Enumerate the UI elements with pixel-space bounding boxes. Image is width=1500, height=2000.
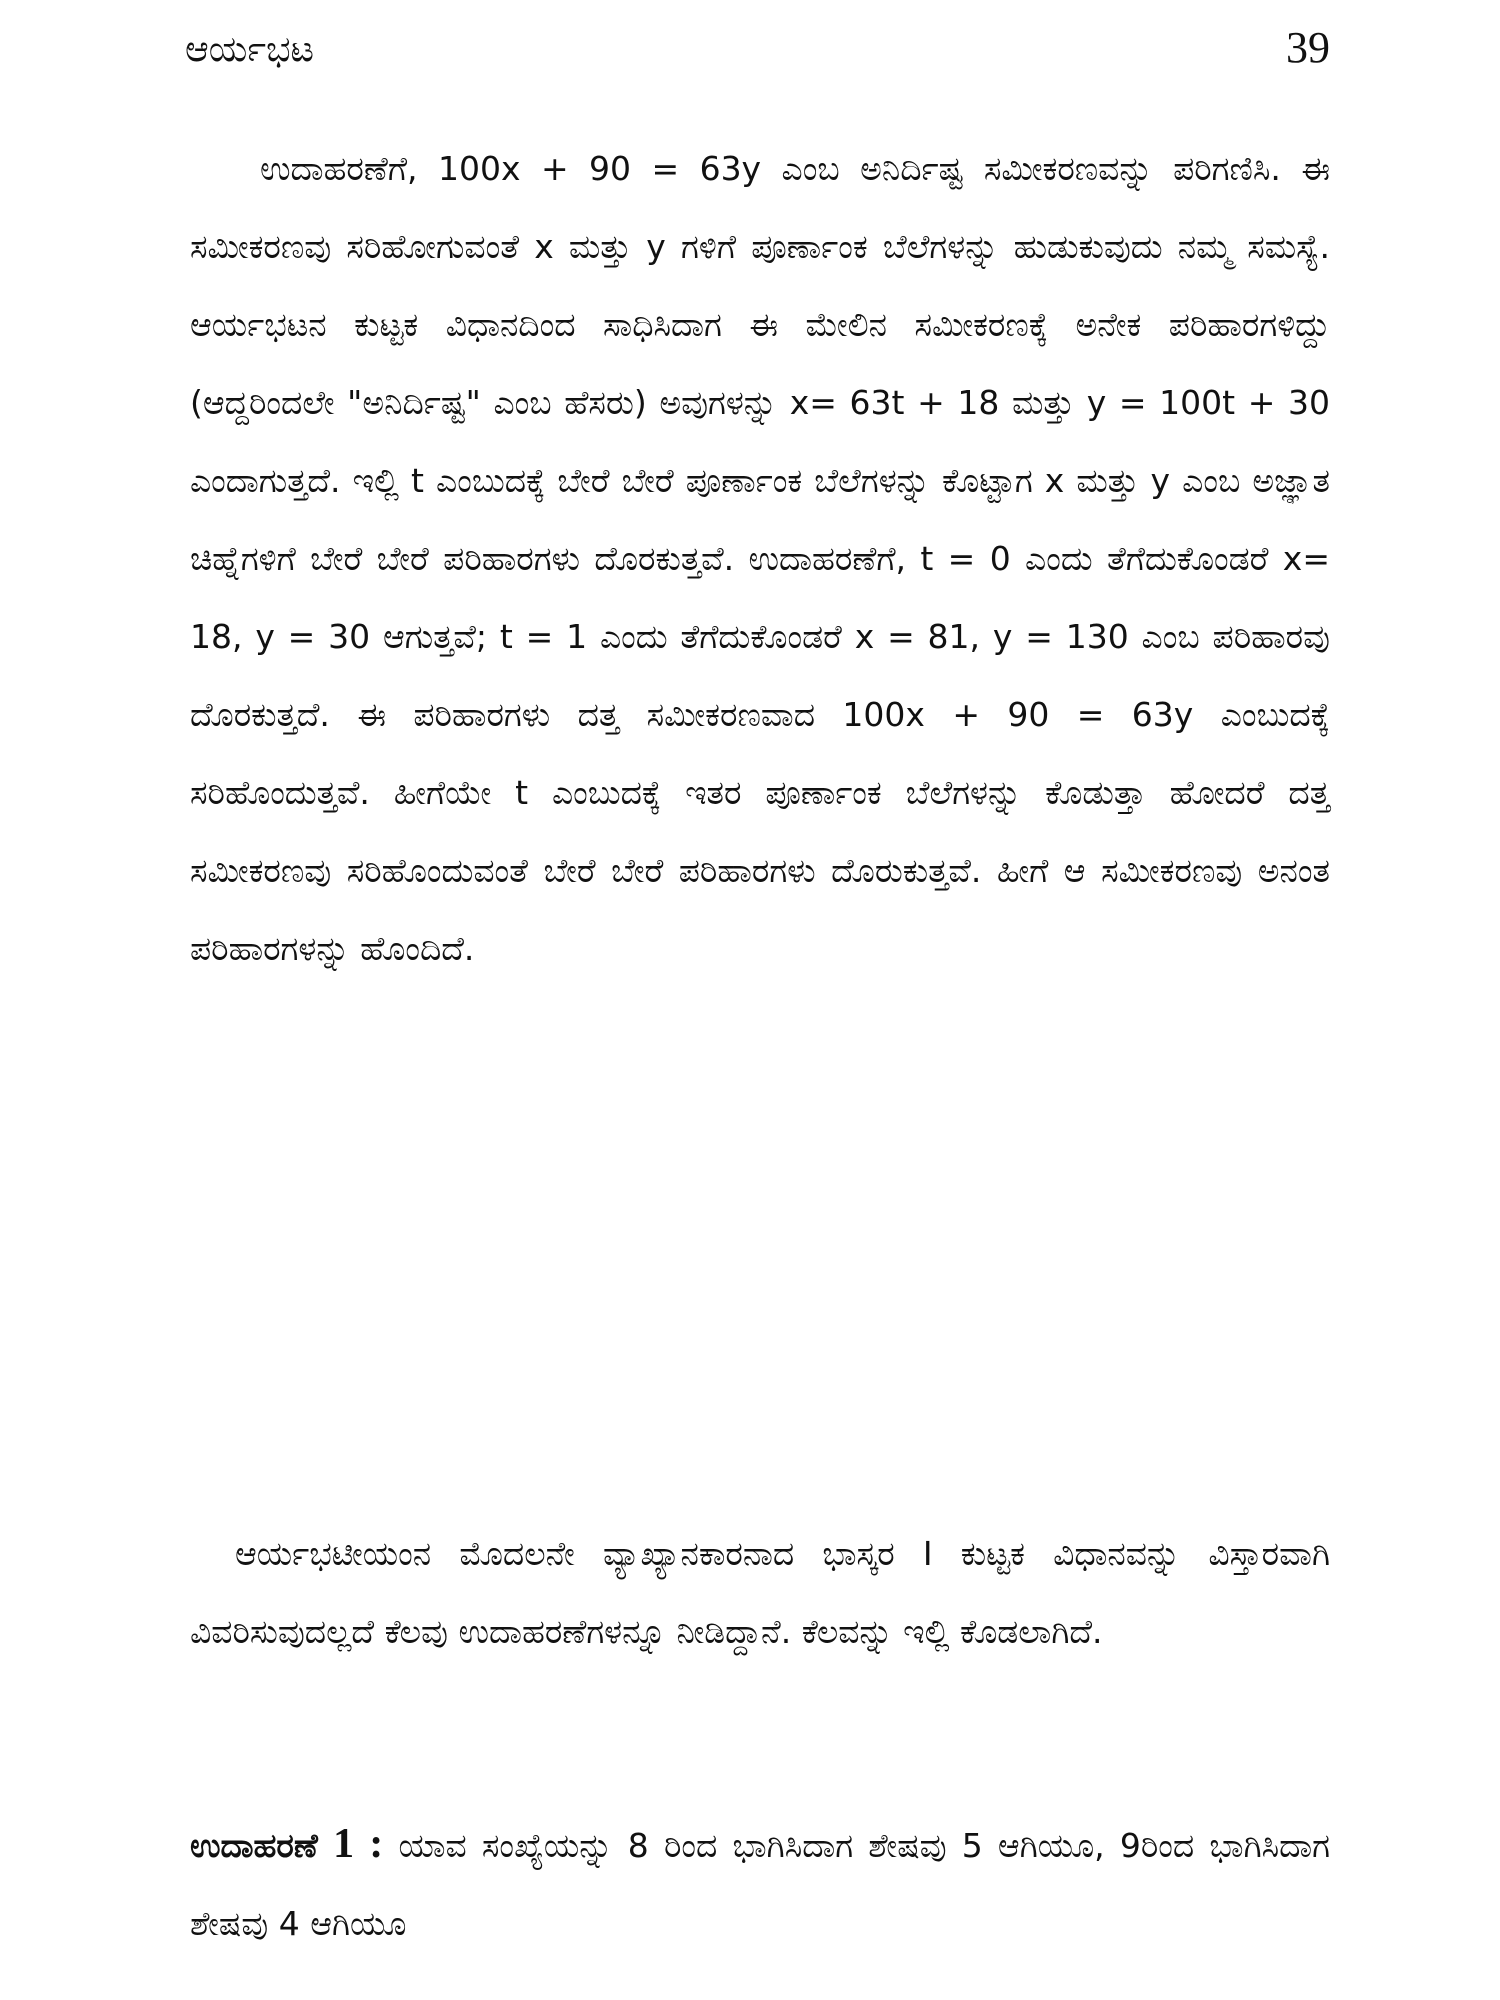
example-1	[190, 1805, 1330, 1963]
example-text: ಯಾವ ಸಂಖ್ಯೆಯನ್ನು 8 ರಿಂದ ಭಾಗಿಸಿದಾಗ ಶೇಷವು 5 ಆಗಿಯೂ, 9ರಿಂದ ಭಾಗಿಸಿದಾಗ ಶೇಷವು 4 ಆಗಿಯೂ	[190, 1826, 1330, 1943]
paragraph-indeterminate-equation: ಉದಾಹರಣೆಗೆ, 100x + 90 = 63y ಎಂಬ ಅನಿರ್ದಿಷ್ಟ ಸಮೀಕರಣವನ್ನು ಪರಿಗಣಿಸಿ. ಈ ಸಮೀಕರಣವು ಸರಿಹೋಗುವಂತೆ x ಮತ್ತು y ಗಳಿಗೆ ಪೂರ್ಣಾಂಕ ಬೆಲೆಗಳನ್ನು ಹುಡುಕುವುದು ನಮ್ಮ ಸಮಸ್ಯೆ. ಆರ್ಯಭಟನ ಕುಟ್ಟಕ ವಿಧಾನದಿಂದ ಸಾಧಿಸಿದಾಗ ಈ ಮೇಲಿನ ಸಮೀಕರಣಕ್ಕೆ ಅನೇಕ ಪರಿಹಾರಗಳಿದ್ದು (ಆದ್ದರಿಂದಲೇ "ಅನಿರ್ದಿಷ್ಟ" ಎಂಬ ಹೆಸರು) ಅವುಗಳನ್ನು x= 63t + 18 ಮತ್ತು y = 100t + 30 ಎಂದಾಗುತ್ತದೆ. ಇಲ್ಲಿ t ಎಂಬುದಕ್ಕೆ ಬೇರೆ ಬೇರೆ ಪೂರ್ಣಾಂಕ ಬೆಲೆಗಳನ್ನು ಕೊಟ್ಟಾಗ x ಮತ್ತು y ಎಂಬ ಅಜ್ಞಾತ ಚಿಹ್ನೆಗಳಿಗೆ ಬೇರೆ ಬೇರೆ ಪರಿಹಾರಗಳು ದೊರಕುತ್ತವೆ. ಉದಾಹರಣೆಗೆ, t = 0 ಎಂದು ತೆಗೆದುಕೊಂಡರೆ x= 18, y = 30 ಆಗುತ್ತವೆ; t = 1 ಎಂದು ತೆಗೆದುಕೊಂಡರೆ x = 81, y = 130 ಎಂಬ ಪರಿಹಾರವು ದೊರಕುತ್ತದೆ. ಈ ಪರಿಹಾರಗಳು ದತ್ತ ಸಮೀಕರಣವಾದ 100x + 90 = 63y ಎಂಬುದಕ್ಕೆ ಸರಿಹೊಂದುತ್ತವೆ. ಹೀಗೆಯೇ t ಎಂಬುದಕ್ಕೆ ಇತರ ಪೂರ್ಣಾಂಕ ಬೆಲೆಗಳನ್ನು ಕೊಡುತ್ತಾ ಹೋದರೆ ದತ್ತ ಸಮೀಕರಣವು ಸರಿಹೊಂದುವಂತೆ ಬೇರೆ ಬೇರೆ ಪರಿಹಾರಗಳು ದೊರುಕುತ್ತವೆ. ಹೀಗೆ ಆ ಸಮೀಕರಣವು ಅನಂತ ಪರಿಹಾರಗಳನ್ನು ಹೊಂದಿದೆ.	[190, 149, 1330, 968]
paragraph-bhaskara: ಆರ್ಯಭಟೀಯಂನ ಮೊದಲನೇ ವ್ಯಾಖ್ಯಾನಕಾರನಾದ ಭಾಸ್ಕರ I ಕುಟ್ಟಕ ವಿಧಾನವನ್ನು ವಿಸ್ತಾರವಾಗಿ ವಿವರಿಸುವುದಲ್ಲದೆ ಕೆಲವು ಉದಾಹರಣೆಗಳನ್ನೂ ನೀಡಿದ್ದಾನೆ. ಕೆಲವನ್ನು ಇಲ್ಲಿ ಕೊಡಲಾಗಿದೆ.	[190, 1534, 1330, 1651]
example-label: ಉದಾಹರಣೆ	[190, 1826, 318, 1865]
running-title: ಆರ್ಯಭಟ	[185, 29, 315, 70]
page-number: 39	[1286, 23, 1330, 72]
example-number: 1 :	[333, 1821, 384, 1867]
